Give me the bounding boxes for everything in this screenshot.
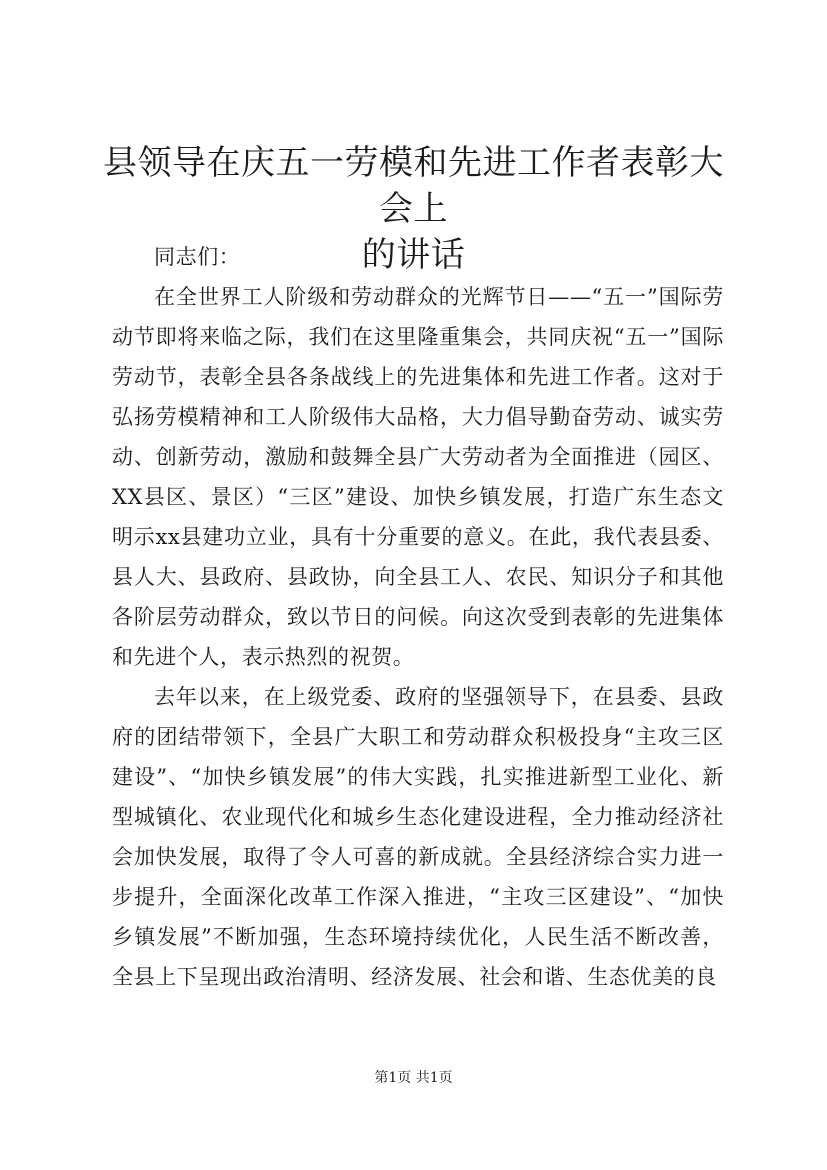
paragraph-2: 去年以来，在上级党委、政府的坚强领导下，在县委、县政府的团结带领下，全县广大职工和劳动群众积极投身“主攻三区建设”、“加快乡镇发展”的伟大实践，扎实推进新型工业化、新型城镇化、农业现代化和城乡生态化建设进程，全力推动经济社会加快发展，取得了令人可喜的新成就。全县经济综合实力进一步提升，全面深化改革工作深入推进，“主攻三区建设”、“加快乡镇发展”不断加强，生态环境持续优化，人民生活不断改善，全县上下呈现出政治清明、经济发展、社会和谐、生态优美的良 — [112, 685, 724, 989]
greeting: 同志们： — [154, 245, 241, 269]
title-line-1: 县领导在庆五一劳模和先进工作者表彰大会上 — [103, 143, 724, 229]
paragraph-1: 在全世界工人阶级和劳动群众的光辉节日——“五一”国际劳动节即将来临之际，我们在这里隆重集会，共同庆祝“五一”国际劳动节，表彰全县各条战线上的先进集体和先进工作者。这对于弘扬劳模精神和工人阶级伟大品格，大力倡导勤奋劳动、诚实劳动、创新劳动，激励和鼓舞全县广大劳动者为全面推进（园区、XX县区、景区）“三区”建设、加快乡镇发展，打造广东生态文明示xx县建功立业，具有十分重要的意义。在此，我代表县委、县人大、县政府、县政协，向全县工人、农民、知识分子和其他各阶层劳动群众，致以节日的问候。向这次受到表彰的先进集体和先进个人，表示热烈的祝贺。 — [112, 285, 724, 669]
document-body — [112, 237, 724, 997]
title-line-2: 的讲话 — [361, 235, 466, 275]
page-footer: 第1页 共1页 — [374, 1070, 453, 1086]
